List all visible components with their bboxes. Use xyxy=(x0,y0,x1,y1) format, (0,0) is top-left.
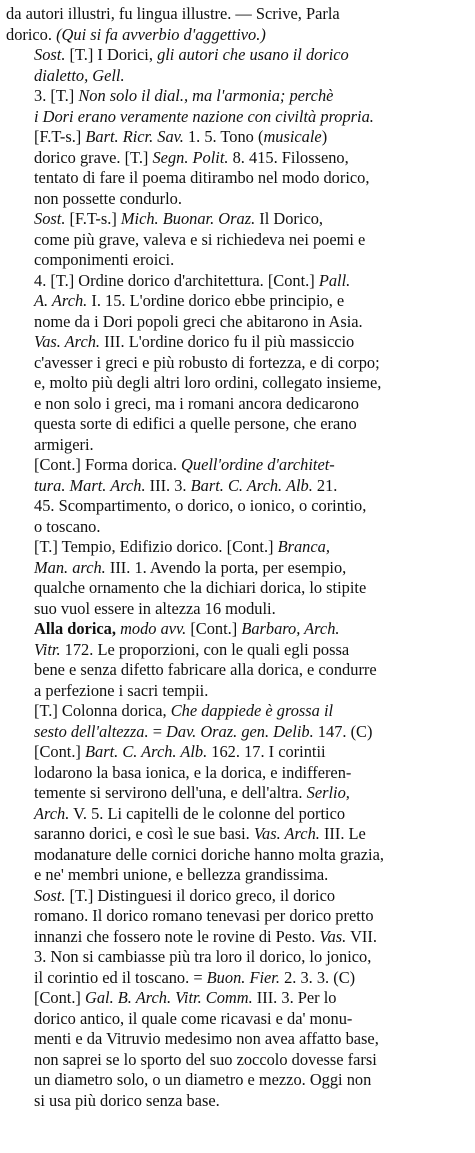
text-line xyxy=(6,742,469,763)
italic-citation: Sost. xyxy=(34,209,66,228)
text-line xyxy=(6,148,469,169)
text-segment: [Cont.] xyxy=(186,619,242,638)
text-segment: [Cont.] xyxy=(34,742,85,761)
text-segment: [T.] Colonna dorica, xyxy=(34,701,171,720)
text-segment: nome da i Dori popoli greci che abitarono in Asia. xyxy=(34,311,363,331)
italic-citation: musicale xyxy=(263,127,322,146)
text-line xyxy=(6,906,469,927)
italic-citation: Arch. xyxy=(34,803,70,823)
italic-citation: Pall. xyxy=(318,270,351,290)
text-line xyxy=(6,1091,469,1112)
text-segment: e non solo i greci, ma i romani ancora dedicarono xyxy=(34,393,359,413)
text-segment: qualche ornamento che la dichiari dorica, lo stipite xyxy=(34,578,367,597)
text-line xyxy=(6,4,469,25)
text-segment: [T.] Tempio, Edifizio dorico. [Cont.] xyxy=(34,537,278,556)
text-segment: non saprei se lo sporto del suo zoccolo dovesse farsi xyxy=(34,1049,377,1069)
text-line xyxy=(6,783,469,804)
text-line xyxy=(6,660,469,681)
text-line xyxy=(6,455,469,476)
entry-paragraph xyxy=(6,537,469,619)
entry-paragraph xyxy=(6,45,469,86)
text-segment: [T.] Distinguesi il dorico greco, il dorico xyxy=(65,885,336,905)
italic-citation: Che dappiede è grossa il xyxy=(170,701,334,720)
text-segment: 45. Scompartimento, o dorico, o ionico, o corintio, xyxy=(34,496,367,515)
text-segment: 1. 5. Tono ( xyxy=(183,127,264,146)
text-line xyxy=(6,496,469,517)
text-segment: [Cont.] xyxy=(34,988,85,1007)
text-line xyxy=(6,1070,469,1091)
text-segment: 3. Non si cambiasse più tra loro il dorico, lo jonico, xyxy=(34,947,372,966)
text-line xyxy=(6,722,469,743)
text-line xyxy=(6,640,469,661)
italic-citation: i Dori erano veramente nazione con civiltà propria. xyxy=(34,106,374,126)
italic-citation: Man. arch. xyxy=(34,557,106,577)
text-segment: Il Dorico, xyxy=(255,209,324,228)
italic-citation: gli autori che usano il dorico xyxy=(157,45,349,64)
italic-citation: Sost. xyxy=(34,45,66,64)
bold-headword: Alla dorica, xyxy=(34,619,116,638)
italic-citation: Bart. C. Arch. Alb. xyxy=(85,742,208,761)
text-segment: 162. 17. I corintii xyxy=(207,742,326,761)
text-line xyxy=(6,25,469,46)
text-segment: 8. 415. Filosseno, xyxy=(228,147,349,167)
text-segment: e, molto più degli altri loro ordini, collegato insieme, xyxy=(34,373,382,392)
italic-citation: Quell'ordine d'architet- xyxy=(181,455,335,474)
entry-paragraph xyxy=(6,209,469,271)
text-line xyxy=(6,414,469,435)
text-segment: a perfezione i sacri tempii. xyxy=(34,680,209,700)
text-line xyxy=(6,45,469,66)
italic-citation: Bart. Ricr. Sav. xyxy=(85,127,184,146)
text-line xyxy=(6,230,469,251)
text-line xyxy=(6,988,469,1009)
text-line xyxy=(6,66,469,87)
italic-citation: dialetto, Gell. xyxy=(34,65,125,85)
text-line xyxy=(6,517,469,538)
text-segment: temente si servirono dell'una, e dell'altra. xyxy=(34,783,307,802)
text-line xyxy=(6,107,469,128)
text-segment: 3. [T.] xyxy=(34,86,79,105)
text-segment: III. 3. Per lo xyxy=(252,988,337,1007)
italic-citation: Serlio, xyxy=(306,783,350,802)
text-line xyxy=(6,1050,469,1071)
text-line xyxy=(6,865,469,886)
entry-paragraph xyxy=(6,4,469,45)
text-segment: c'avesser i greci e più robusto di fortezza, e di corpo; xyxy=(34,352,380,372)
text-segment: saranno dorici, e così le sue basi. xyxy=(34,824,254,843)
italic-citation: Buon. Fier. xyxy=(206,967,280,987)
italic-citation: tura. Mart. Arch. xyxy=(34,475,146,495)
text-line xyxy=(6,209,469,230)
text-segment: I. 15. L'ordine dorico ebbe principio, e xyxy=(87,291,345,310)
text-line xyxy=(6,168,469,189)
entry-paragraph xyxy=(6,86,469,209)
text-line xyxy=(6,1009,469,1030)
text-segment: come più grave, valeva e si richiedeva nei poemi e xyxy=(34,229,366,249)
text-line xyxy=(6,968,469,989)
text-line xyxy=(6,701,469,722)
text-segment: 147. (C) xyxy=(313,721,373,741)
italic-citation: Sost. xyxy=(34,885,66,905)
text-line xyxy=(6,824,469,845)
text-segment: III. 3. xyxy=(145,475,191,495)
text-line xyxy=(6,537,469,558)
text-segment: menti e da Vitruvio medesimo non avea affatto base, xyxy=(34,1029,379,1048)
italic-citation: Non solo il dial., ma l'armonia; perchè xyxy=(78,86,334,105)
text-line xyxy=(6,619,469,640)
italic-citation: modo avv. xyxy=(120,619,187,638)
italic-citation: Dav. Oraz. gen. Delib. xyxy=(166,721,314,741)
italic-citation: sesto dell'altezza. xyxy=(34,721,149,741)
text-line xyxy=(6,189,469,210)
italic-citation: Barbaro, Arch. xyxy=(241,619,340,638)
italic-citation: Vas. xyxy=(319,926,347,946)
text-line xyxy=(6,681,469,702)
text-line xyxy=(6,804,469,825)
text-segment: [T.] I Dorici, xyxy=(65,45,158,64)
entry-paragraph xyxy=(6,271,469,456)
text-segment: e ne' membri unione, e bellezza grandissima. xyxy=(34,865,329,884)
text-segment: V. 5. Li capitelli de le colonne del portico xyxy=(69,803,346,823)
text-line xyxy=(6,353,469,374)
text-line xyxy=(6,373,469,394)
text-segment: componimenti eroici. xyxy=(34,250,175,269)
text-segment: da autori illustri, fu lingua illustre. — Scrive, Parla xyxy=(6,4,340,23)
text-segment: [F.T-s.] xyxy=(34,127,86,146)
text-segment: III. 1. Avendo la porta, per esempio, xyxy=(105,557,347,577)
text-line xyxy=(6,763,469,784)
entry-paragraph xyxy=(6,455,469,537)
text-segment: [Cont.] Forma dorica. xyxy=(34,455,182,474)
text-segment: = xyxy=(148,721,167,741)
text-segment: III. L'ordine dorico fu il più massiccio xyxy=(100,332,355,351)
italic-citation: Vitr. xyxy=(34,639,61,659)
text-segment: questa sorte di edifici a quelle persone, che erano xyxy=(34,414,357,433)
text-line xyxy=(6,86,469,107)
text-segment: 172. Le proporzioni, con le quali egli possa xyxy=(60,639,350,659)
text-line xyxy=(6,886,469,907)
text-line xyxy=(6,476,469,497)
text-line xyxy=(6,927,469,948)
text-segment: ) xyxy=(321,127,328,146)
text-segment: tentato di fare il poema ditirambo nel modo dorico, xyxy=(34,168,370,187)
text-line xyxy=(6,947,469,968)
italic-citation: Gal. B. Arch. Vitr. Comm. xyxy=(85,988,253,1007)
text-segment: dorico. xyxy=(6,24,57,44)
text-segment: 2. 3. 3. (C) xyxy=(279,967,356,987)
text-segment: dorico antico, il quale come ricavasi e da' monu- xyxy=(34,1008,353,1028)
italic-citation: (Qui si fa avverbio d'aggettivo.) xyxy=(56,24,266,44)
text-line xyxy=(6,250,469,271)
text-segment: bene e senza difetto fabricare alla dorica, e condurre xyxy=(34,660,377,679)
text-segment: o toscano. xyxy=(34,516,101,536)
text-segment: non possette condurlo. xyxy=(34,188,182,208)
text-segment: III. Le xyxy=(319,824,366,843)
text-segment: un diametro solo, o un diametro e mezzo. Oggi non xyxy=(34,1070,372,1089)
text-segment: dorico grave. [T.] xyxy=(34,147,153,167)
text-segment: armigeri. xyxy=(34,434,94,454)
italic-citation: Segn. Polit. xyxy=(152,147,229,167)
italic-citation: A. Arch. xyxy=(34,291,88,310)
text-segment: 21. xyxy=(312,475,338,495)
italic-citation: Mich. Buonar. Oraz. xyxy=(120,209,256,228)
text-line xyxy=(6,599,469,620)
text-line xyxy=(6,1029,469,1050)
text-segment: 4. [T.] Ordine dorico d'architettura. [Cont.] xyxy=(34,270,319,290)
text-segment: VII. xyxy=(346,926,377,946)
text-segment: modanature delle cornici doriche hanno molta grazia, xyxy=(34,844,384,864)
text-line xyxy=(6,312,469,333)
italic-citation: Vas. Arch. xyxy=(34,332,101,351)
text-line xyxy=(6,578,469,599)
text-segment: suo vuol essere in altezza 16 moduli. xyxy=(34,598,276,618)
text-line xyxy=(6,271,469,292)
text-segment: innanzi che fossero note le rovine di Pesto. xyxy=(34,926,320,946)
text-line xyxy=(6,394,469,415)
text-line xyxy=(6,435,469,456)
text-segment: si usa più dorico senza base. xyxy=(34,1090,220,1110)
italic-citation: Bart. C. Arch. Alb. xyxy=(190,475,313,495)
entry-paragraph xyxy=(6,701,469,886)
text-line xyxy=(6,127,469,148)
entry-paragraph xyxy=(6,886,469,1112)
italic-citation: Vas. Arch. xyxy=(253,824,320,843)
text-line xyxy=(6,845,469,866)
entry-paragraph xyxy=(6,619,469,701)
text-line xyxy=(6,332,469,353)
text-line xyxy=(6,558,469,579)
text-segment: il corintio ed il toscano. = xyxy=(34,967,207,987)
text-segment: romano. Il dorico romano tenevasi per dorico pretto xyxy=(34,906,374,925)
italic-citation: Branca, xyxy=(277,537,330,556)
text-line xyxy=(6,291,469,312)
text-segment: lodarono la basa ionica, e la dorica, e indifferen- xyxy=(34,762,352,782)
text-segment: [F.T-s.] xyxy=(65,209,121,228)
